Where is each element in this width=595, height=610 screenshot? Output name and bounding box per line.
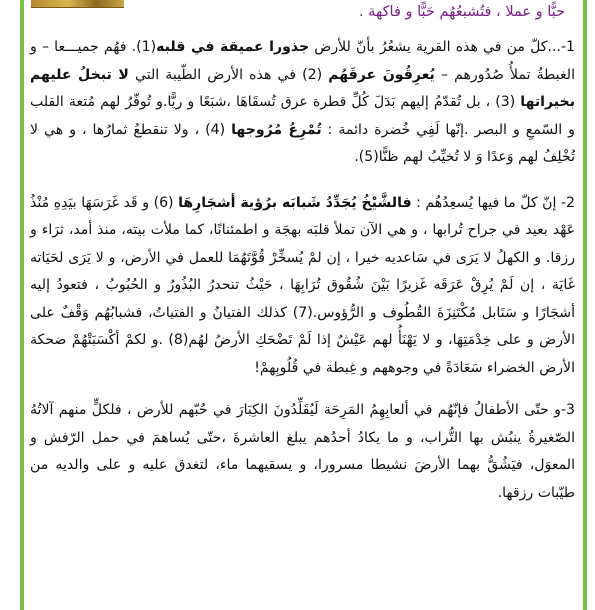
key-phrase: يُعرِقُونَ عرقَهُم: [328, 66, 435, 83]
key-phrase: فالشَّيْخُ يُجَدِّدُ شَبابَه برُؤية أشجَارِهَا: [178, 194, 412, 211]
paragraph-1: [30, 34, 575, 172]
previous-line: حبًّا و عملا ، فتُشبعُهُم حَبًّا و فاكهة .: [358, 4, 565, 20]
left-green-border: [20, 0, 24, 610]
text-run: 2- إنّ كلّ ما فيها يُسعِدُهُم :: [411, 194, 575, 211]
paragraph-2: [30, 190, 575, 383]
text-run: (3) ، بل تُقدّمُ إليهم بَدَلَ كُلِّ قطرة عرق تُسقَاهَا ،شبَعًا و ريًّا.و تُوفّرُ لهم مُتعة القلب و السّمعِ و البصر .إنّها لَفِي خُضرة دائمة :: [30, 94, 575, 138]
text-run: (6) و قَد غَرَسَهَا بيَدِهِ مُنْذُ عَهْد بعيد في جراح تُرابها ، و هي الآن تملأ قلبَه بهجَة و اطمئنانًا، كما ملأت بيته، منذ أمد، ثرَاء و رزقا. و الكهلُ لا يَرَى في سَاعديه خيرا ، إن لمْ يُسخِّرْ قُوَّتَهُمَا للعمل في الأرض، و لا يَرَى لحَيَاته غَايَة ، إن لَمْ يُرِقْ عَرَقَه غَزيرًا بَيْنَ شُقُوق تُرَابِهَا ، حَيْثُ تنحدرُ البُذُورُ و الحُبُوبُ ، فتعودُ إليه أشجَارًا و سَنَابل مُكْتَنِزَةَ القُطُوف و الرُّؤوس.(7) كذلك الفتيانُ و الفتياتُ، فشبابُهُم وَقْفٌ على الأرض و على خِدْمَتِهَا، و لا يَهْنَأُ لهم عَيْشٌ إذا لَمْ تَضْحَكِ الأرضُ لهُم(8) .و لكمْ أكْسَبَتْهُمْ ضحكة الأرض الخضراء سَعَادَةً في وجوههم و غِبطة في قُلُوبِهمْ!: [30, 194, 575, 376]
right-green-border: [583, 0, 587, 610]
key-phrase: لا تبخلُ عليهم بخيراتها: [30, 66, 575, 110]
reading-text: [30, 34, 575, 507]
text-run: 1-...كلّ من في هذه القرية يشعُرُ بأنّ للأرض: [309, 39, 575, 55]
paragraph-3: [30, 397, 575, 507]
field-photo-icon: [31, 0, 124, 8]
text-run: (1). فهُم جميـــعا – و الغبطةُ تملأُ صُدُورهم –: [30, 39, 576, 83]
key-phrase: جذورا عميقة في قلبه: [156, 39, 310, 55]
key-phrase: تُمْرِعُ مُرُوجها: [231, 121, 322, 138]
text-run: 3-و حتّى الأطفالُ فإنّهُم في ألعابِهِمُ المَرِحَة لَيُقَلِّدُونَ الكِبَارَ في حُبّهم للأرض ، فلكلٍّ منهم آلاتُهُ الصّغيرةُ ينبُش بها التُّراب، و ما يكادُ أحدُهم يبلغ العاشرةَ ،حتّى يُساهمَ في حمل الرّفش و المعوَل، فيَشُقُّ بهما الأرضَ نشيطا مسرورا، و يسقيهما ماء، لتغدق عليه و على والديه من طيّبات رزقها.: [30, 402, 575, 501]
text-run: (2) في هذه الأرض الطّيبة التي: [128, 66, 329, 83]
text-run: (4) ، ولا تنقطعُ ثمارُها ، و هي لا تُخْلِفُ لهم وَعدًا وَ لا تُخيِّبُ لهم ظنًّا(5).: [30, 121, 575, 165]
